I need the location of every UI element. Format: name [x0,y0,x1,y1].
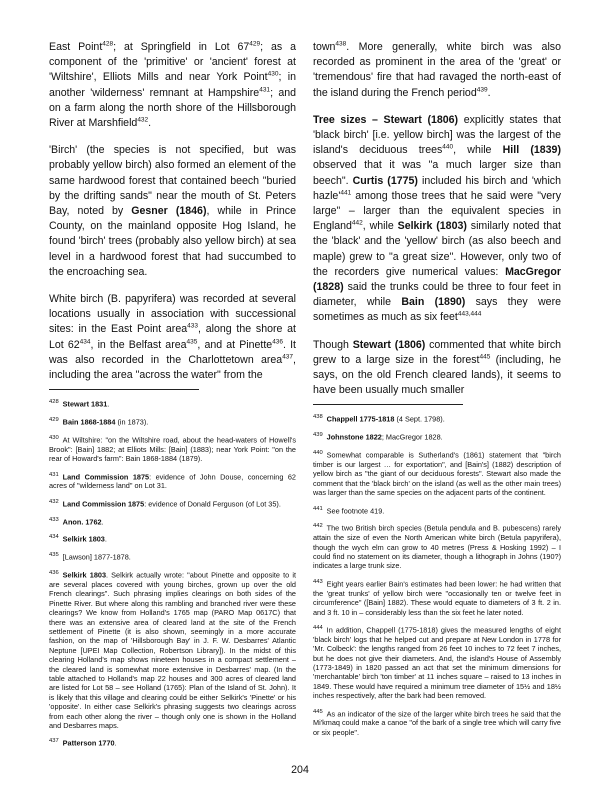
paragraph: East Point$^{428}$; at Springfield in Lot $67^{429}$; as a component of the 'primitive' or 'ancient' forest at 'Wiltshire', Elliots Mills and near York Point$^{430}$; in another 'wilderness' remnant at Hampshire$^{431}$; and on a farm along the north shore of the Hillsborough River at Marshfield$^{432}$. [49,40,296,130]
footnote-text: [Lawson] 1877-1878. [62,552,131,562]
footnote-number: 445 [313,708,323,715]
footnote-number: 439 [313,432,323,439]
right-column [313,40,561,744]
paragraph: town$^{438}$. More generally, white birch was also recorded as prominent in the area of the 'great' or 'tremendous' fire that had ravaged the north-east of the island during the French period$^{439}$. [313,40,561,99]
footnote-citation: Stewart 1831 [62,399,108,409]
footnote [313,708,561,738]
footnote [49,516,296,527]
footnote-text: At Wiltshire: "on the Wiltshire road, about the head-waters of Howell's Brook": [Bain] 1882; at Elliots Mills: [Bain] (1883); near York Point: "on the rear of Howard's farm": Bain 1868-1884 (1879). [49,435,296,464]
footnote-divider [313,404,463,405]
footnote-text: In addition, Chappell (1775-1818) gives the measured lengths of eight 'black birch' logs that he helped cut and prepare at New London in 1778 for 'Mr. Colbeck': the lengths ranged from 26 feet 10 inches to 72 feet 7 inches, but he does not give their diameters. And, the island's House of Assembly (1773-1849) in 1820 passed an act that set the minimum dimensions for 'merchantable' birch 'ton timber' at 11 inches square – raised to 13 inches in 1849. These would have required a minimum tree diameter of 15½ and 18½ inches respectively, after the bark had been removed. [313,625,561,701]
footnote-citation: Bain 1868-1884 [62,417,116,427]
footnote-text: The two British birch species (Betula pendula and B. pubescens) rarely attain the size of even the North American white birch (Betula papyrifera), though the wych elm can grow to 40 metres (Press & Hosking 1992) – I could find no statement on its diameter, though a lithograph in Johns (190?) indicates a large trunk size. [313,523,561,571]
footnote-divider [49,389,199,390]
footnote [49,434,296,464]
footnote [49,737,296,748]
footnote [313,624,561,701]
footnote-citation: Selkirk 1803 [62,570,106,580]
footnote-text: . Selkirk actually wrote: "about Pinette and opposite to it are several places covered with young birches, grown up over the old French clearings". Such phrasing implies clearings on both sides of the Pinette River. But where along this rambling and branched river were these clearings? We know from Holland's 1765 map (PARO Map 0617C) that there was an extensive area of cleared land at the site of the French settlement of Pinette (it is also shown, seemingly in a more accurate fashion, on the map of 'Hillsborough Bay' in J. F. W. Desbarres' Atlantic Neptune [UPEI Map Collection, Robertson Library]). In the midst of this clearing Holland's map shows nineteen houses in a compact settlement – the cleared land is somewhat more extensive in Desbarres' map. (In the table attached to Holland's map 22 houses and 300 acres of cleared land are listed for Lot 58 – see Holland (1765): Plan of the Island of St. John). It is likely that this village and clearing could be either Selkirk's 'Pinette' or his 'opposite'. In either case Selkirk's phrasing suggests two clearings across from each other along the river – though only one is shown in the Holland and Desbarres maps. [49,570,296,731]
footnote-citation: Selkirk 1803 [62,534,105,544]
footnote [313,505,561,516]
footnote [49,551,296,562]
page-number: 204 [291,764,309,776]
footnote [49,471,296,491]
footnote [313,431,561,442]
footnote-text: : evidence of John Douse, concerning 62 acres of "wilderness land" on Lot 31. [49,471,296,491]
footnote [313,413,561,424]
paragraph: White birch (B. papyrifera) was recorded at several locations usually in association with successional sites: in the East Point area$^{433}$, along the shore at Lot $62^{434}$, in the Belfast area$^{435}$, and at Pinette$^{436}$. It was also recorded in the Charlottetown area$^{437}$, including the area "across the water" from the [49,293,297,382]
paragraph: Tree sizes – Stewart (1806) explicitly states that 'black birch' [i.e. yellow birch] was the largest of the island's deciduous trees$^{440}$, while Hill (1839) observed that it was "a much larger size than beech". Curtis (1775) included his birch and 'which $hazle'^{441}$ among those trees that he said were "very large" – larger than the equivalent species in England$^{442}$, while Selkirk (1803) similarly noted that the 'black' and the 'yellow' birch (as also beech and maple) grew to "a great size". However, only two of the recorders give numerical values: MacGregor (1828) said the trunks could be three to four feet in diameter, while Bain (1890) says they were sometimes as much as six feet$^{443,444}$ [313,113,561,324]
footnote-number: 434 [49,534,59,541]
footnote-text: : evidence of Donald Ferguson (of Lot 35). [144,499,281,509]
footnote-text: (4 Sept. 1798). [394,414,445,424]
footnote-text: Somewhat comparable is Sutherland's (1861) statement that "birch timber is our largest … for exportation", and [Bain's] (1882) description of yellow birch as "the giant of our deciduous forests". Stewart also made the comment that the 'black birch' on the island (as well as the other main trees) was larger than the same species on the adjacent parts of the continent. [313,450,561,498]
paragraph: Though Stewart (1806) commented that white birch grew to a large size in the forest$^{445}$ (including, he says, on the old French cleared lands), it seems to have been usually much smaller [313,338,562,397]
footnote [49,569,296,730]
footnote-text: . [114,738,117,748]
footnote [49,398,296,409]
footnote-text: . [104,534,107,544]
footnote-number: 443 [313,578,323,585]
footnote-text: Eight years earlier Bain's estimates had been lower: he had written that the 'great trunks' of yellow birch were "occasionally ten or twelve feet in circumference" ([Bain] 1882). These would equate to diameters of 3 ft. 2 in. and 3 ft. 10 in – considerably less than the six feet he later noted. [313,579,561,617]
footnote-citation: Patterson 1770 [62,738,115,748]
footnote-number: 433 [49,516,59,523]
footnote-text: ; MacGregor 1828. [381,432,443,442]
footnote-number: 431 [49,471,59,478]
footnote-number: 428 [49,399,59,406]
footnote [49,498,296,509]
footnote-text: See footnote 419. [326,506,385,515]
footnote-number: 442 [313,523,323,530]
footnote-number: 435 [49,552,59,559]
footnote-number: 441 [313,505,323,512]
footnote-text: . [107,399,110,409]
footnote-number: 432 [49,498,59,505]
footnote-number: 429 [49,417,59,424]
footnotes-right [313,413,561,737]
footnote [49,416,296,427]
footnote-text: As an indicator of the size of the larger white birch trees he said that the Mi'kmaq could make a canoe "of the bark of a single tree which will carry five or six people". [313,709,561,737]
footnote-text: (in 1873). [115,417,149,427]
footnote-number: 437 [49,738,59,745]
footnote-citation: Land Commission 1875 [62,499,145,509]
footnote-citation: Anon. 1762 [62,517,102,527]
footnote [313,522,561,570]
footnote [313,449,561,497]
footnote [49,533,296,544]
footnote [313,578,561,617]
footnote-text: . [101,517,104,527]
footnote-citation: Chappell 1775-1818 [326,414,395,424]
footnote-citation: Land Commission 1875 [62,471,150,481]
footnotes-left [49,398,296,748]
footnote-number: 440 [313,450,323,457]
footnote-number: 436 [49,570,59,577]
paragraph: 'Birch' (the species is not specified, but was probably yellow birch) also formed an element of the same hardwood forest that contained beech "buried by the drifting sands" near the mouth of St. Peters Bay, noted by Gesner (1846), while in Prince County, on the mainland opposite Hog Island, he found 'birch' trees (probably also yellow birch) at sea level in a hardwood forest that had succumbed to the encroaching sea. [49,144,296,278]
footnote-number: 430 [49,434,59,441]
footnote-number: 444 [313,624,323,631]
footnote-number: 438 [313,414,323,421]
footnote-citation: Johnstone 1822 [326,432,382,442]
left-column [49,40,296,755]
